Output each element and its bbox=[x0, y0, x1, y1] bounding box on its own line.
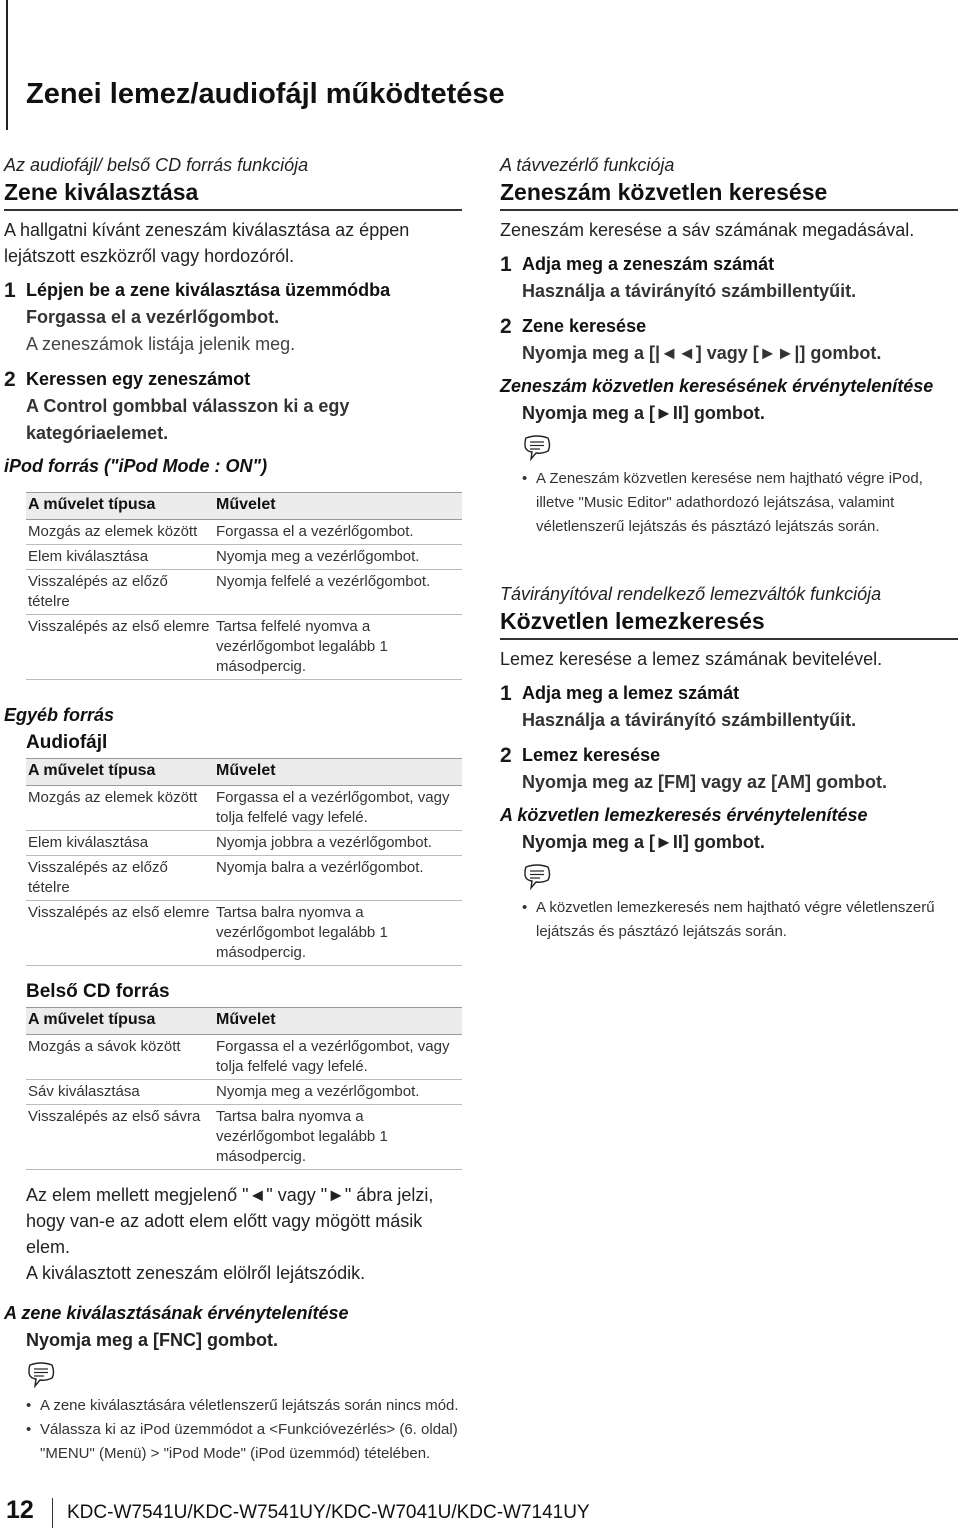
table-row bbox=[26, 831, 462, 856]
cancel-action: Nyomja meg a [FNC] gombot. bbox=[26, 1330, 279, 1350]
operation-type-cell: Elem kiválasztása bbox=[26, 545, 214, 570]
ipod-operations-table bbox=[26, 492, 462, 680]
page-footer bbox=[6, 1496, 590, 1528]
step-title: Lemez keresése bbox=[522, 745, 661, 765]
model-list: KDC-W7541U/KDC-W7541UY/KDC-W7041U/KDC-W7141UY bbox=[67, 1501, 590, 1523]
table-row bbox=[26, 520, 462, 545]
step-number: 2 bbox=[500, 744, 512, 767]
operation-type-cell: Visszalépés az első sávra bbox=[26, 1105, 214, 1170]
internal-cd-title: Belső CD forrás bbox=[26, 981, 170, 1002]
section-intro: Zeneszám keresése a sáv számának megadásával. bbox=[500, 220, 915, 240]
step-detail: Nyomja meg az [FM] vagy az [AM] gombot. bbox=[522, 772, 888, 792]
step-number: 2 bbox=[500, 315, 512, 338]
section-kicker: Az audiofájl/ belső CD forrás funkciója bbox=[4, 155, 309, 175]
operation-cell: Nyomja felfelé a vezérlőgombot. bbox=[214, 570, 462, 615]
table-header-cell: A művelet típusa bbox=[26, 759, 214, 786]
table-row bbox=[26, 856, 462, 901]
operation-type-cell: Visszalépés az előző tételre bbox=[26, 856, 214, 901]
cd-operations-table bbox=[26, 1007, 462, 1170]
table-header-row bbox=[26, 759, 462, 786]
step-number: 1 bbox=[500, 682, 512, 705]
step-detail: Használja a távirányító számbillentyűit. bbox=[522, 281, 857, 301]
table-row bbox=[26, 901, 462, 966]
table-header-cell: A művelet típusa bbox=[26, 493, 214, 520]
table-header-cell: Művelet bbox=[214, 759, 462, 786]
cancel-action: Nyomja meg a [►II] gombot. bbox=[522, 403, 765, 423]
operation-type-cell: Visszalépés az előző tételre bbox=[26, 570, 214, 615]
table-row bbox=[26, 1080, 462, 1105]
operation-type-cell: Visszalépés az első elemre bbox=[26, 901, 214, 966]
section-intro: Lemez keresése a lemez számának bevitelével. bbox=[500, 649, 883, 669]
operation-cell: Nyomja meg a vezérlőgombot. bbox=[214, 1080, 462, 1105]
footer-divider bbox=[52, 1498, 53, 1528]
step-1 bbox=[4, 277, 462, 358]
note-list bbox=[26, 1394, 462, 1466]
cancel-action: Nyomja meg a [►II] gombot. bbox=[522, 832, 765, 852]
operation-cell: Forgassa el a vezérlőgombot. bbox=[214, 520, 462, 545]
table-header-cell: A művelet típusa bbox=[26, 1008, 214, 1035]
margin-rule bbox=[6, 0, 8, 130]
note-speech-bubble-icon bbox=[522, 435, 552, 461]
note-list bbox=[522, 896, 958, 944]
other-source-title: Egyéb forrás bbox=[4, 705, 115, 725]
cancel-title: Zeneszám közvetlen keresésének érvénytelenítése bbox=[500, 376, 934, 396]
note-speech-bubble-icon bbox=[26, 1362, 56, 1388]
step-number: 1 bbox=[500, 253, 512, 276]
section-intro: A hallgatni kívánt zeneszám kiválasztása az éppen lejátszott eszközről vagy hordozóról. bbox=[4, 220, 410, 266]
operation-type-cell: Elem kiválasztása bbox=[26, 831, 214, 856]
step-detail: Forgassa el a vezérlőgombot. bbox=[26, 307, 280, 327]
operation-type-cell: Mozgás az elemek között bbox=[26, 786, 214, 831]
note-item: • A közvetlen lemezkeresés nem hajtható végre véletlenszerű lejátszás és pásztázó lejátszás során. bbox=[522, 896, 958, 944]
step-title: Keressen egy zeneszámot bbox=[26, 369, 251, 389]
note-list bbox=[522, 467, 958, 539]
step-title: Adja meg a zeneszám számát bbox=[522, 254, 775, 274]
step-2 bbox=[500, 742, 958, 796]
section-header: Zeneszám közvetlen keresése bbox=[500, 178, 958, 211]
section-kicker: A távvezérlő funkciója bbox=[500, 155, 675, 175]
operation-cell: Tartsa balra nyomva a vezérlőgombot legalább 1 másodpercig. bbox=[214, 901, 462, 966]
operation-cell: Nyomja jobbra a vezérlőgombot. bbox=[214, 831, 462, 856]
note-item: • A Zeneszám közvetlen keresése nem hajtható végre iPod, illetve "Music Editor" adathordozó lejátszása, valamint véletlenszerű lejátszás és pásztázó lejátszás során. bbox=[522, 467, 958, 539]
operation-type-cell: Mozgás a sávok között bbox=[26, 1035, 214, 1080]
operation-type-cell: Sáv kiválasztása bbox=[26, 1080, 214, 1105]
section-header: Közvetlen lemezkeresés bbox=[500, 607, 958, 640]
operation-cell: Forgassa el a vezérlőgombot, vagy tolja felfelé vagy lefelé. bbox=[214, 786, 462, 831]
table-row bbox=[26, 786, 462, 831]
step-2 bbox=[500, 313, 958, 367]
audio-operations-table bbox=[26, 758, 462, 966]
operation-cell: Nyomja meg a vezérlőgombot. bbox=[214, 545, 462, 570]
step-detail: Nyomja meg a [|◄◄] vagy [►►|] gombot. bbox=[522, 343, 882, 363]
operation-cell: Tartsa felfelé nyomva a vezérlőgombot legalább 1 másodpercig. bbox=[214, 615, 462, 680]
operation-cell: Tartsa balra nyomva a vezérlőgombot legalább 1 másodpercig. bbox=[214, 1105, 462, 1170]
step-number: 2 bbox=[4, 368, 16, 391]
table-header-row bbox=[26, 1008, 462, 1035]
page-title: Zenei lemez/audiofájl működtetése bbox=[26, 78, 505, 110]
table-row bbox=[26, 570, 462, 615]
step-1 bbox=[500, 251, 958, 305]
right-column bbox=[500, 152, 958, 944]
operation-type-cell: Mozgás az elemek között bbox=[26, 520, 214, 545]
section-header: Zene kiválasztása bbox=[4, 178, 462, 211]
cancel-title: A közvetlen lemezkeresés érvénytelenítése bbox=[500, 805, 868, 825]
step-title: Zene keresése bbox=[522, 316, 647, 336]
operation-cell: Forgassa el a vezérlőgombot, vagy tolja felfelé vagy lefelé. bbox=[214, 1035, 462, 1080]
operation-type-cell: Visszalépés az első elemre bbox=[26, 615, 214, 680]
table-header-cell: Művelet bbox=[214, 493, 462, 520]
note-item: • A zene kiválasztására véletlenszerű lejátszás során nincs mód. bbox=[26, 1394, 462, 1418]
info-paragraph: Az elem mellett megjelenő "◄" vagy "►" ábra jelzi, hogy van-e az adott elem előtt vagy mögött másik elem. bbox=[26, 1185, 434, 1257]
table-row bbox=[26, 615, 462, 680]
step-1 bbox=[500, 680, 958, 734]
table-header-row bbox=[26, 493, 462, 520]
table-row bbox=[26, 1035, 462, 1080]
ipod-source-title: iPod forrás ("iPod Mode : ON") bbox=[4, 456, 268, 476]
table-row bbox=[26, 1105, 462, 1170]
step-detail: A Control gombbal válasszon ki a egy kategóriaelemet. bbox=[26, 396, 350, 443]
section-kicker: Távirányítóval rendelkező lemezváltók funkciója bbox=[500, 584, 882, 604]
table-header-cell: Művelet bbox=[214, 1008, 462, 1035]
note-item: • Válassza ki az iPod üzemmódot a <Funkcióvezérlés> (6. oldal) "MENU" (Menü) > "iPod Mode" (iPod üzemmód) tételében. bbox=[26, 1418, 462, 1466]
operation-cell: Nyomja balra a vezérlőgombot. bbox=[214, 856, 462, 901]
step-2 bbox=[4, 366, 462, 447]
step-title: Adja meg a lemez számát bbox=[522, 683, 740, 703]
page-number: 12 bbox=[6, 1496, 34, 1524]
audio-file-title: Audiofájl bbox=[26, 732, 108, 753]
step-title: Lépjen be a zene kiválasztása üzemmódba bbox=[26, 280, 391, 300]
note-speech-bubble-icon bbox=[522, 864, 552, 890]
table-row bbox=[26, 545, 462, 570]
step-number: 1 bbox=[4, 279, 16, 302]
step-detail: Használja a távirányító számbillentyűit. bbox=[522, 710, 857, 730]
left-column bbox=[4, 152, 462, 1466]
step-detail: A zeneszámok listája jelenik meg. bbox=[26, 334, 296, 354]
cancel-title: A zene kiválasztásának érvénytelenítése bbox=[4, 1303, 349, 1323]
info-paragraph: A kiválasztott zeneszám elölről lejátszódik. bbox=[26, 1263, 366, 1283]
